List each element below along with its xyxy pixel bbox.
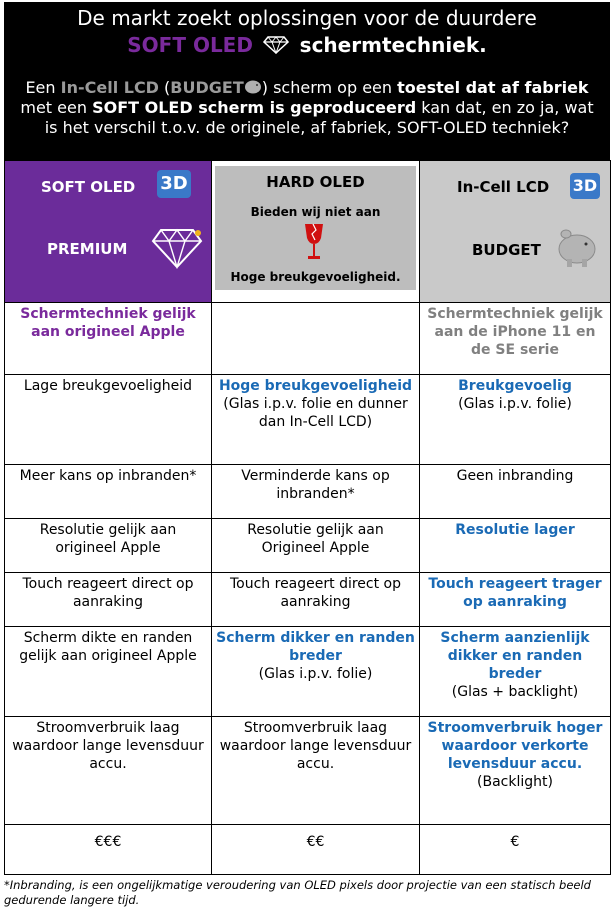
table-cell: Schermtechniek gelijk aan de iPhone 11 en de SE serie xyxy=(420,303,611,375)
table-cell xyxy=(212,303,420,375)
table-cell: Stroomverbruik laag waardoor lange levensduur accu. xyxy=(212,717,420,825)
3d-touch-icon: 3D xyxy=(570,173,600,199)
price-hard-oled: €€ xyxy=(212,825,420,875)
table-row xyxy=(5,303,611,375)
not-offered-note: Bieden wij niet aan xyxy=(250,205,381,219)
table-cell: Breukgevoelig (Glas i.p.v. folie) xyxy=(420,375,611,465)
piggy-bank-icon xyxy=(556,229,598,269)
table-cell: Scherm aanzienlijk dikker en randen breder (Glas + backlight) xyxy=(420,627,611,717)
incell-lcd-label: In-Cell LCD xyxy=(457,178,550,196)
comparison-table xyxy=(4,160,611,875)
table-cell: Stroomverbruik laag waardoor lange levensduur accu. xyxy=(5,717,212,825)
table-row xyxy=(5,465,611,519)
header-title-line2 xyxy=(4,32,610,58)
3d-touch-icon: 3D xyxy=(157,170,191,198)
table-row xyxy=(5,519,611,573)
premium-label: PREMIUM xyxy=(47,240,128,258)
header-banner xyxy=(4,2,610,160)
table-cell: Resolutie gelijk aan Origineel Apple xyxy=(212,519,420,573)
table-row xyxy=(5,627,611,717)
table-cell: Touch reageert direct op aanraking xyxy=(212,573,420,627)
header-title-line1: De markt zoekt oplossingen voor de duurdere xyxy=(77,6,537,30)
table-row xyxy=(5,573,611,627)
soft-oled-label: SOFT OLED xyxy=(41,178,136,196)
table-cell: Touch reageert direct op aanraking xyxy=(5,573,212,627)
price-row xyxy=(5,825,611,875)
table-row xyxy=(5,375,611,465)
hard-oled-label: HARD OLED xyxy=(266,173,365,191)
header-body-text: Een In-Cell LCD (BUDGET ) scherm op een toestel dat af fabriek met een SOFT OLED scherm is geproduceerd kan dat, en zo ja, wat is het verschil t.o.v. de originele, af fabriek, SOFT-OLED techniek? xyxy=(20,78,594,137)
table-cell: Geen inbranding xyxy=(420,465,611,519)
table-row xyxy=(5,717,611,825)
table-cell: Touch reageert trager op aanraking xyxy=(420,573,611,627)
table-cell: Scherm dikker en randen breder (Glas i.p.v. folie) xyxy=(212,627,420,717)
column-header-incell-lcd xyxy=(420,161,611,303)
budget-label-inline: BUDGET xyxy=(170,78,244,97)
incell-label-inline: In-Cell LCD xyxy=(60,78,159,97)
table-cell: Meer kans op inbranden* xyxy=(5,465,212,519)
footnote: *Inbranding, is een ongelijkmatige veroudering van OLED pixels door projectie van een statisch beeld gedurende langere tijd. xyxy=(4,878,591,907)
column-header-hard-oled xyxy=(212,161,420,303)
piggy-bank-icon xyxy=(244,79,262,95)
price-soft-oled: €€€ xyxy=(5,825,212,875)
table-cell: Verminderde kans op inbranden* xyxy=(212,465,420,519)
table-cell: Schermtechniek gelijk aan origineel Apple xyxy=(5,303,212,375)
table-cell: Scherm dikte en randen gelijk aan origineel Apple xyxy=(5,627,212,717)
table-cell: Lage breukgevoeligheid xyxy=(5,375,212,465)
high-fragility-note: Hoge breukgevoeligheid. xyxy=(230,270,401,284)
column-header-soft-oled xyxy=(5,161,212,303)
hard-oled-panel xyxy=(215,166,416,290)
budget-label: BUDGET xyxy=(472,241,541,259)
header-soft-oled: SOFT OLED xyxy=(127,33,253,57)
header-title-rest: schermtechniek. xyxy=(299,33,487,57)
table-cell: Resolutie gelijk aan origineel Apple xyxy=(5,519,212,573)
diamond-icon xyxy=(263,36,289,54)
table-cell: Resolutie lager xyxy=(420,519,611,573)
diamond-icon xyxy=(151,227,203,269)
table-cell: Hoge breukgevoeligheid (Glas i.p.v. folie en dunner dan In-Cell LCD) xyxy=(212,375,420,465)
price-incell-lcd: € xyxy=(420,825,611,875)
table-cell: Stroomverbruik hoger waardoor verkorte levensduur accu. (Backlight) xyxy=(420,717,611,825)
broken-glass-icon xyxy=(303,222,325,262)
